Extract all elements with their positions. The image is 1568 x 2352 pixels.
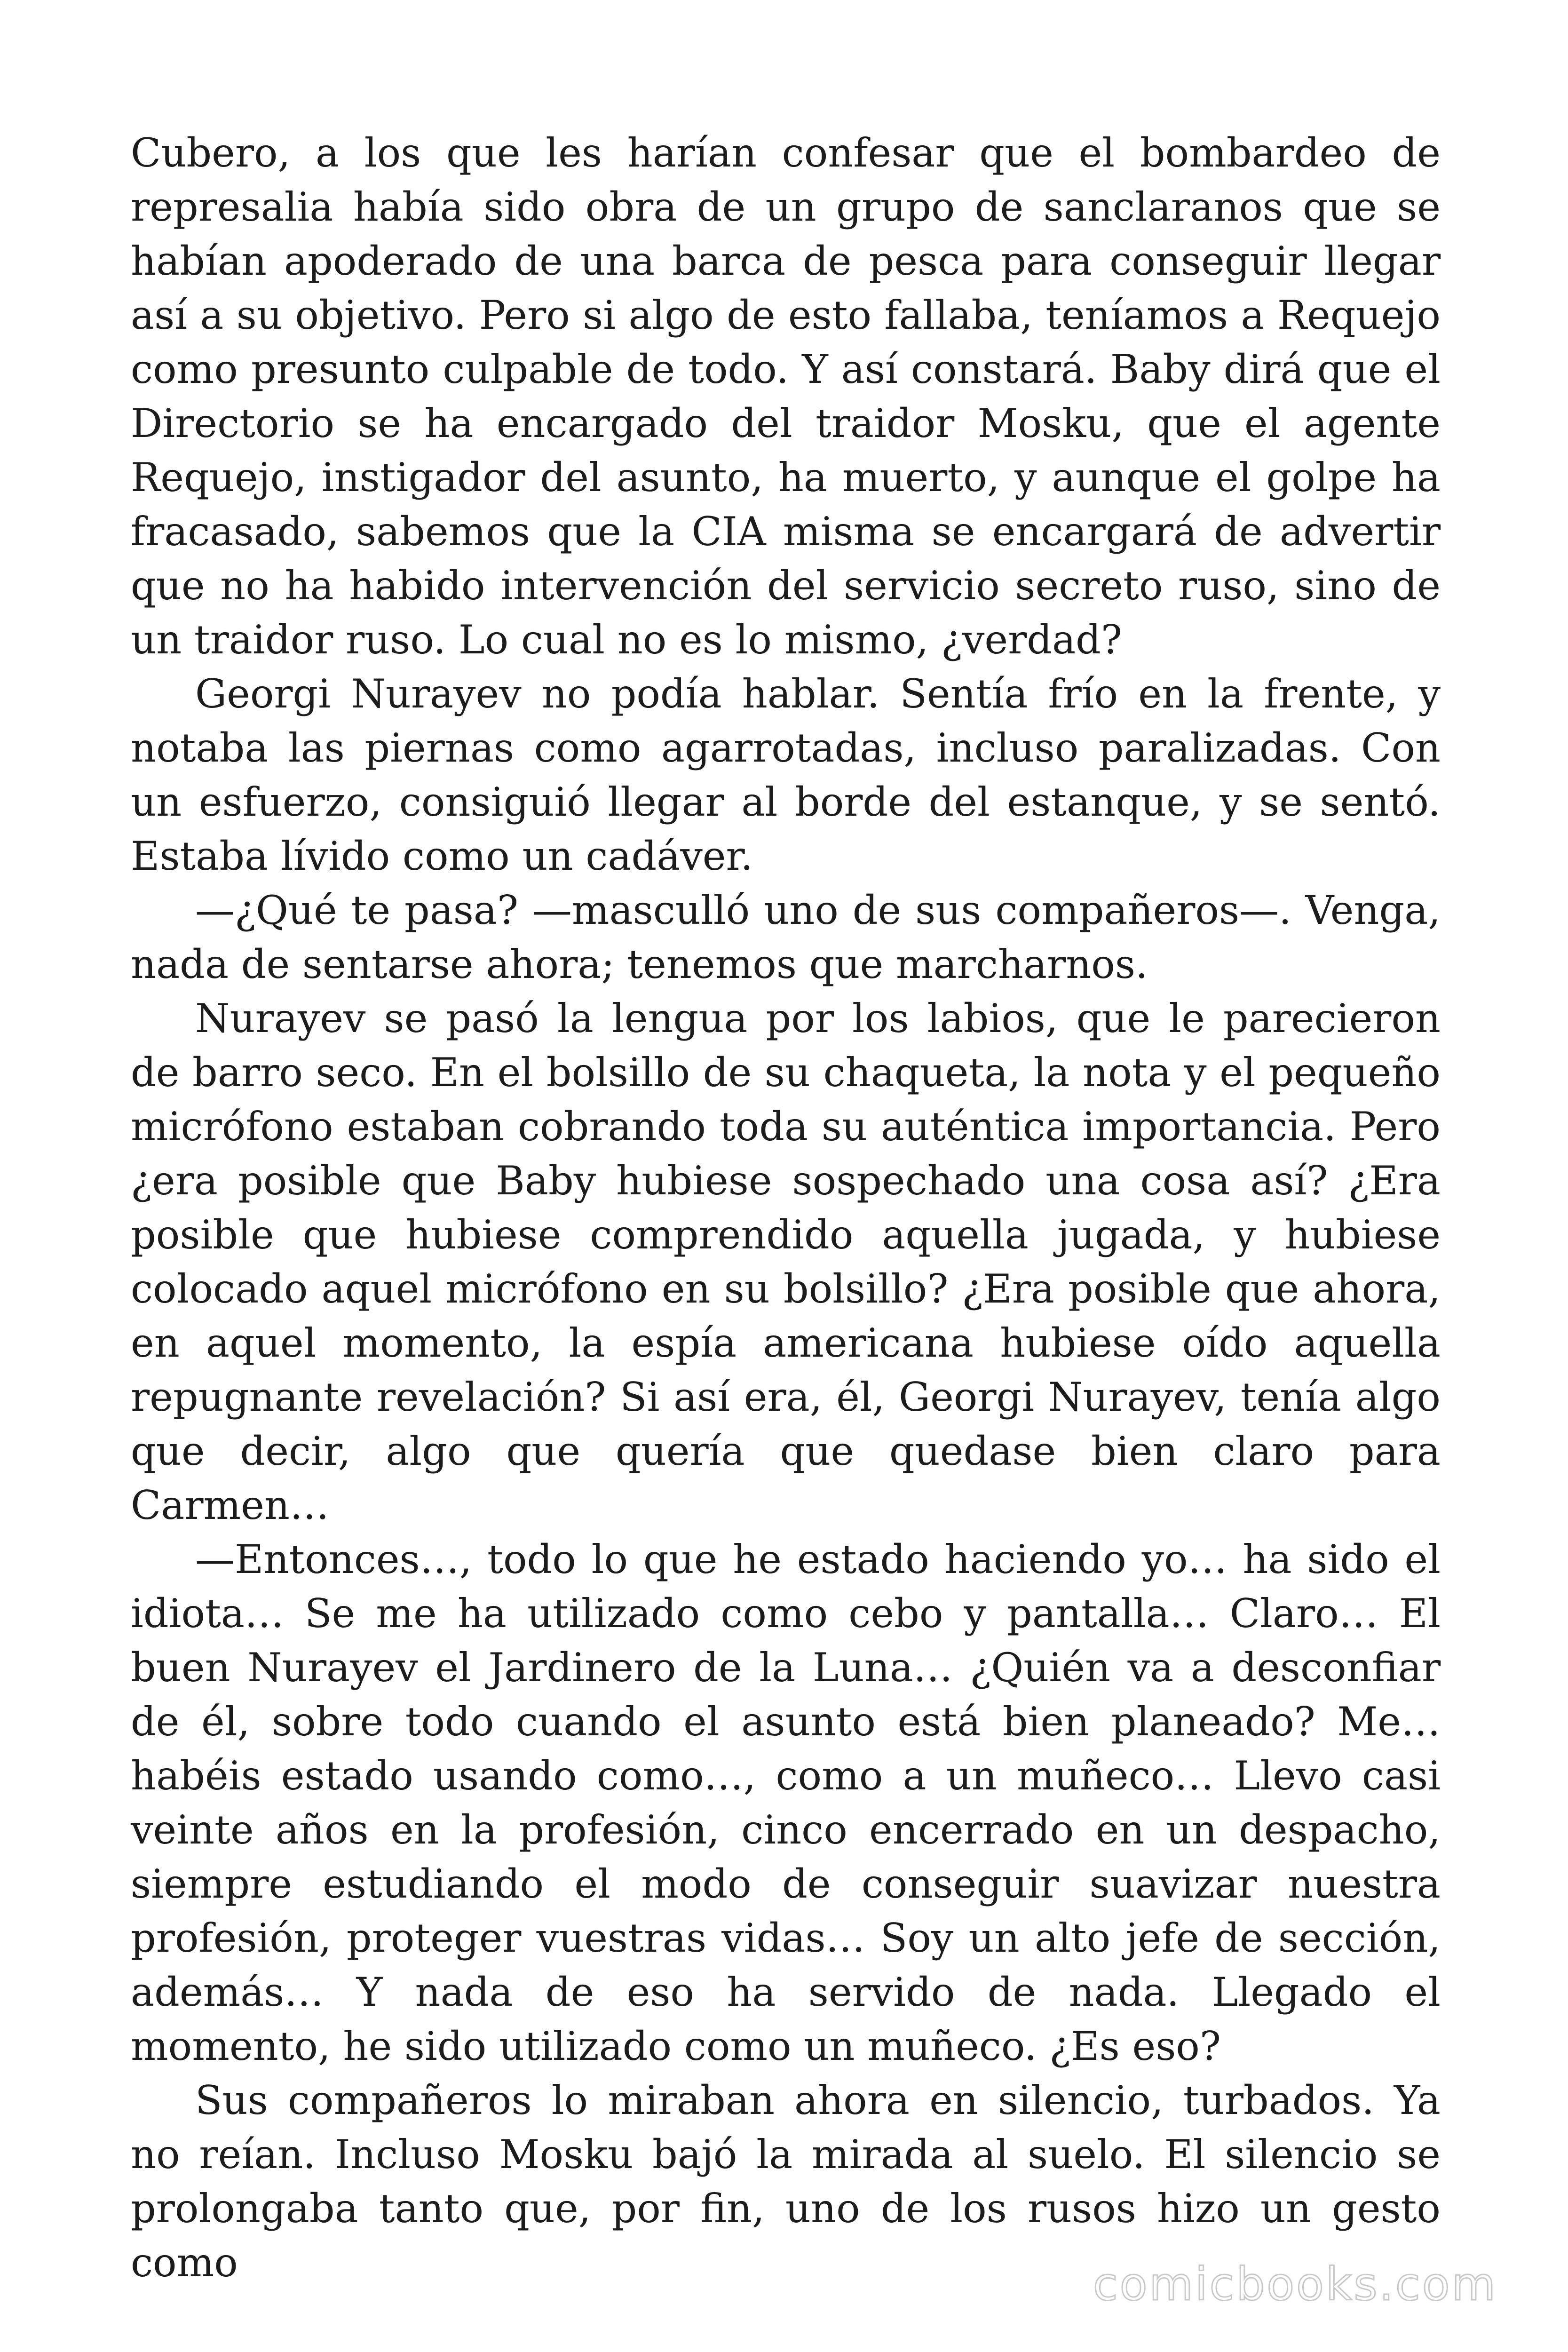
paragraph-6: Sus compañeros lo miraban ahora en silencio, turbados. Ya no reían. Incluso Mosku bajó la mirada al suelo. El silencio se prolongaba tanto que, por fin, uno de los rusos hizo un gesto como xyxy=(131,2077,1441,2286)
paragraph-4: Nurayev se pasó la lengua por los labios, que le parecieron de barro seco. En el bolsillo de su chaqueta, la nota y el pequeño micrófono estaban cobrando toda su auténtica importancia. Pero ¿era posible que Baby hubiese sospechado una cosa así? ¿Era posible que hubiese comprendido aquella jugada, y hubiese colocado aquel micrófono en su bolsillo? ¿Era posible que ahora, en aquel momento, la espía americana hubiese oído aquella repugnante revelación? Si así era, él, Georgi Nurayev, tenía algo que decir, algo que quería que quedase bien claro para Carmen… xyxy=(131,995,1441,1528)
paragraph-5: —Entonces…, todo lo que he estado haciendo yo… ha sido el idiota… Se me ha utilizado como cebo y pantalla… Claro… El buen Nurayev el Jardinero de la Luna… ¿Quién va a desconfiar de él, sobre todo cuando el asunto está bien planeado? Me… habéis estado usando como…, como a un muñeco… Llevo casi veinte años en la profesión, cinco encerrado en un despacho, siempre estudiando el modo de conseguir suavizar nuestra profesión, proteger vuestras vidas… Soy un alto jefe de sección, además… Y nada de eso ha servido de nada. Llegado el momento, he sido utilizado como un muñeco. ¿Es eso? xyxy=(131,1536,1441,2069)
body-text xyxy=(131,126,1441,2290)
paragraph-1: Cubero, a los que les harían confesar que el bombardeo de represalia había sido obra de un grupo de sanclaranos que se habían apoderado de una barca de pesca para conseguir llegar así a su objetivo. Pero si algo de esto fallaba, teníamos a Requejo como presunto culpable de todo. Y así constará. Baby dirá que el Directorio se ha encargado del traidor Mosku, que el agente Requejo, instigador del asunto, ha muerto, y aunque el golpe ha fracasado, sabemos que la CIA misma se encargará de advertir que no ha habido intervención del servicio secreto ruso, sino de un traidor ruso. Lo cual no es lo mismo, ¿verdad? xyxy=(131,130,1441,663)
watermark: comicbooks.com xyxy=(1093,2258,1497,2311)
paragraph-2: Georgi Nurayev no podía hablar. Sentía frío en la frente, y notaba las piernas como agarrotadas, incluso paralizadas. Con un esfuerzo, consiguió llegar al borde del estanque, y se sentó. Estaba lívido como un cadáver. xyxy=(131,671,1441,879)
paragraph-3: —¿Qué te pasa? —masculló uno de sus compañeros—. Venga, nada de sentarse ahora; tenemos que marcharnos. xyxy=(131,887,1441,987)
